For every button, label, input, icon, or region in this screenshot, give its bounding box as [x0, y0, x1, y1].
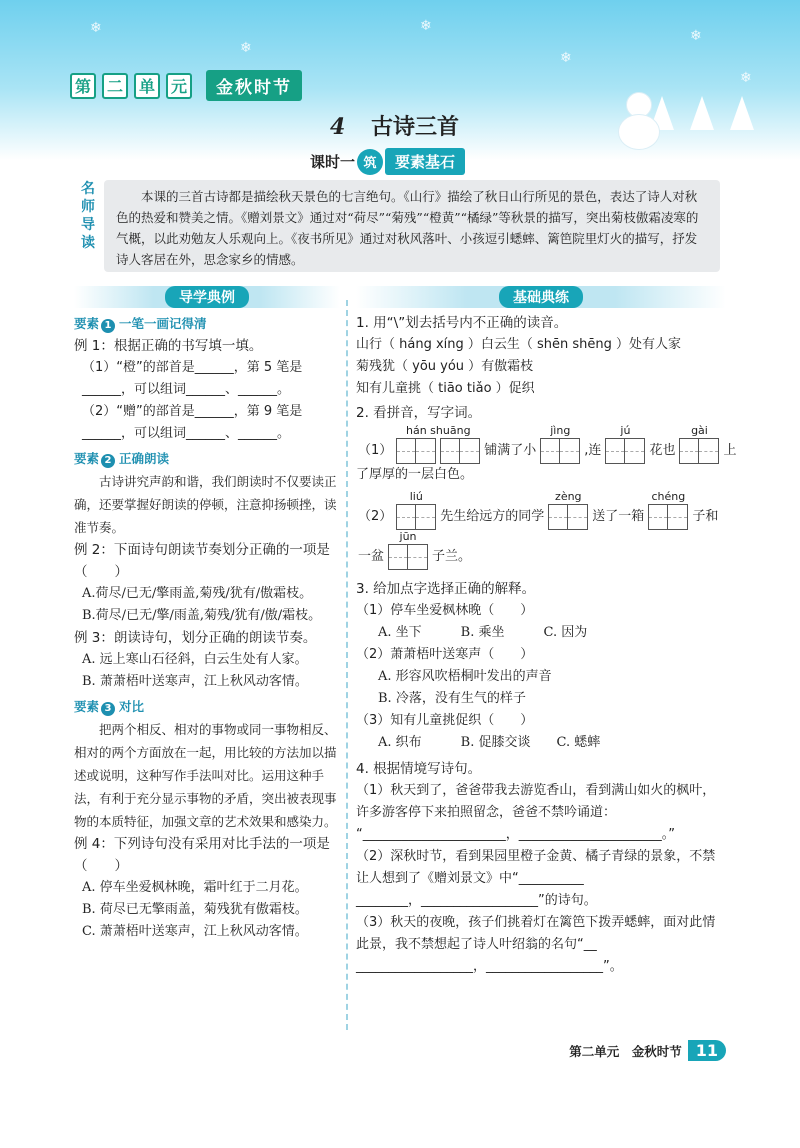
snowflake-icon: ❄ — [740, 70, 752, 86]
option-b: B.荷尽/已无/擎/雨盖,菊残/犹有/傲/霜枝。 — [82, 608, 322, 623]
requirement-heading — [74, 448, 340, 470]
question-line: 菊残犹（ yōu yóu ）有傲霜枝 — [356, 359, 534, 374]
writing-box-group[interactable] — [648, 490, 688, 530]
sub-question: （1）秋天到了，爸爸带我去游览香山，看到满山如火的枫叶，许多游客停下来拍照留念，爸爸不禁吟诵道： — [356, 783, 716, 820]
snowflake-icon: ❄ — [90, 20, 102, 36]
writing-text: 子兰。 — [432, 549, 472, 564]
example-title: 例 4：下列诗句没有采用对比手法的一项是（ ） — [74, 836, 330, 874]
explanation-paragraph: 把两个相反、相对的事物或同一事物相反、相对的两个方面放在一起，用比较的方法加以描述或说明，这种写作手法叫对比。运用这种手法，有利于充分显示事物的矛盾，突出被表现事物的本质特征，加强文章的艺术效果和感染力。 — [74, 722, 337, 829]
writing-row — [356, 490, 726, 530]
option-c: C. 萧萧梧叶送寒声，江上秋风动客情。 — [82, 924, 308, 939]
req-title: 对比 — [119, 699, 145, 714]
intro-label-char: 名 — [81, 181, 95, 197]
intro-label — [74, 180, 102, 252]
req-title: 正确朗读 — [119, 451, 170, 466]
writing-text: 花也 — [649, 443, 676, 458]
tree-icon — [730, 96, 754, 130]
writing-row — [356, 424, 737, 464]
sub-question: （2）深秋时节，看到果园里橙子金黄、橘子青绿的景象，不禁让人想到了《赠刘景文》中“__________ — [356, 849, 716, 886]
lesson-title — [330, 110, 459, 141]
session-title: 要素基石 — [385, 148, 465, 175]
req-prefix: 要素 — [74, 451, 100, 466]
req-number: 3 — [101, 702, 115, 716]
unit-char: 元 — [166, 73, 192, 99]
example-title: 例 1：根据正确的书写填一填。 — [74, 338, 263, 354]
option-b: B. 荷尽已无擎雨盖，菊残犹有傲霜枝。 — [82, 902, 308, 917]
writing-box-group[interactable] — [396, 490, 436, 530]
pinyin: gài — [691, 424, 708, 437]
answer-line[interactable]: “______________________，______________________。” — [356, 827, 675, 842]
left-column — [74, 310, 340, 943]
writing-continuation: 了厚厚的一层白色。 — [356, 467, 474, 482]
pinyin: jūn — [399, 530, 417, 543]
snowflake-icon: ❄ — [420, 18, 432, 34]
sub-label: （1） — [358, 443, 393, 458]
snowflake-icon: ❄ — [690, 28, 702, 44]
question-line: 山行（ háng xíng ）白云生（ shēn shēng ）处有人家 — [356, 337, 682, 352]
answer-line[interactable]: ________，__________________”的诗句。 — [356, 893, 597, 908]
requirement-heading — [74, 696, 340, 718]
options: A. 坐下 B. 乘坐 C. 因为 — [378, 625, 588, 640]
question-title: 3. 给加点字选择正确的解释。 — [356, 581, 536, 597]
sub-question: （3）秋天的夜晚，孩子们挑着灯在篱笆下拨弄蟋蟀，面对此情此景，我不禁想起了诗人叶绍翁的名句“__ — [356, 915, 716, 952]
requirement-heading — [74, 313, 340, 335]
sub-question: （3）知有儿童挑促织（ ） — [356, 713, 534, 728]
unit-char: 二 — [102, 73, 128, 99]
column-divider — [346, 300, 348, 1030]
unit-theme: 金秋时节 — [206, 70, 302, 101]
writing-text: ,连 — [584, 443, 602, 458]
writing-text: 上 — [723, 443, 737, 458]
snowflake-icon: ❄ — [240, 40, 252, 56]
req-title: 一笔一画记得清 — [119, 316, 207, 331]
pinyin: hán shuāng — [406, 424, 471, 437]
writing-box-group[interactable] — [679, 424, 719, 464]
example-line: ______，可以组词______、______。 — [82, 382, 291, 397]
options: A. 织布 B. 促膝交谈 C. 蟋蟀 — [378, 735, 601, 750]
tree-icon — [690, 96, 714, 130]
writing-box-group[interactable] — [396, 424, 480, 464]
left-column-heading — [74, 286, 340, 308]
page-footer — [569, 1040, 726, 1061]
snowman-icon — [618, 92, 660, 150]
example-line: （1）“橙”的部首是______，第 5 笔是 — [82, 360, 303, 375]
writing-row — [356, 530, 726, 570]
writing-text: 送了一箱 — [592, 509, 645, 524]
intro-label-char: 导 — [81, 217, 95, 233]
session-prefix: 课时一 — [310, 153, 356, 171]
pinyin: zèng — [555, 490, 582, 503]
unit-badge — [70, 70, 302, 101]
intro-label-char: 读 — [81, 235, 95, 251]
example-line: （2）“赠”的部首是______，第 9 笔是 — [82, 404, 303, 419]
option-b: B. 冷落，没有生气的样子 — [378, 691, 526, 706]
writing-box-group[interactable] — [540, 424, 580, 464]
right-column — [356, 310, 737, 978]
writing-text: 先生给远方的同学 — [440, 509, 545, 524]
left-heading-text: 导学典例 — [165, 286, 249, 308]
session-header — [310, 148, 465, 175]
option-a: A. 停车坐爱枫林晚，霜叶红于二月花。 — [82, 880, 308, 895]
lesson-number: 4 — [330, 114, 346, 140]
writing-box-group[interactable] — [388, 530, 428, 570]
page-number: 11 — [688, 1040, 726, 1061]
intro-label-char: 师 — [81, 199, 95, 215]
option-a: A.荷尽/已无/擎雨盖,菊残/犹有/傲霜枝。 — [82, 586, 313, 601]
question-title: 1. 用“\”划去括号内不正确的读音。 — [356, 315, 568, 331]
example-title: 例 2：下面诗句朗读节奏划分正确的一项是（ ） — [74, 542, 330, 580]
explanation-paragraph: 古诗讲究声韵和谐，我们朗读时不仅要读正确，还要掌握好朗读的停顿，注意抑扬顿挫，读准节奏。 — [74, 474, 337, 535]
writing-box-group[interactable] — [548, 490, 588, 530]
question-line: 知有儿童挑（ tiāo tiǎo ）促织 — [356, 381, 535, 396]
intro-text: 本课的三首古诗都是描绘秋天景色的七言绝句。《山行》描绘了秋日山行所见的景色，表达了诗人对秋色的热爱和赞美之情。《赠刘景文》通过对“荷尽”“菊残”“橙黄”“橘绿”等秋景的描写，突出菊枝傲霜凌寒的气概，以此劝勉友人乐观向上。《夜书所见》通过对秋风落叶、小孩逗引蟋蟀、篱笆院里灯火的描写，抒发诗人客居在外，思念家乡的情感。 — [104, 180, 720, 272]
req-prefix: 要素 — [74, 699, 100, 714]
right-heading-text: 基础典练 — [499, 286, 583, 308]
right-column-heading — [356, 286, 726, 308]
footer-unit: 第二单元 金秋时节 — [569, 1043, 682, 1059]
req-number: 2 — [101, 454, 115, 468]
session-badge: 筑 — [357, 149, 383, 175]
option-a: A. 形容风吹梧桐叶发出的声音 — [378, 669, 552, 684]
answer-line[interactable]: __________________，__________________”。 — [356, 959, 623, 974]
writing-text: 一盆 — [358, 549, 385, 564]
question-title: 2. 看拼音，写字词。 — [356, 405, 482, 421]
unit-char: 第 — [70, 73, 96, 99]
writing-text: 子和 — [692, 509, 719, 524]
example-title: 例 3：朗读诗句，划分正确的朗读节奏。 — [74, 630, 317, 646]
sub-label: （2） — [358, 509, 393, 524]
writing-box-group[interactable] — [605, 424, 645, 464]
sub-question: （2）萧萧梧叶送寒声（ ） — [356, 647, 534, 662]
example-line: ______，可以组词______、______。 — [82, 426, 291, 441]
intro-section — [74, 180, 720, 272]
pinyin: jú — [620, 424, 631, 437]
unit-char: 单 — [134, 73, 160, 99]
pinyin: chéng — [651, 490, 686, 503]
pinyin: liú — [409, 490, 423, 503]
req-prefix: 要素 — [74, 316, 100, 331]
req-number: 1 — [101, 319, 115, 333]
snowflake-icon: ❄ — [560, 50, 572, 66]
writing-text: 铺满了小 — [484, 443, 537, 458]
lesson-title-text: 古诗三首 — [370, 114, 459, 140]
pinyin: jìng — [550, 424, 571, 437]
option-a: A. 远上寒山石径斜，白云生处有人家。 — [82, 652, 308, 667]
option-b: B. 萧萧梧叶送寒声，江上秋风动客情。 — [82, 674, 308, 689]
sub-question: （1）停车坐爱枫林晚（ ） — [356, 603, 534, 618]
question-title: 4. 根据情境写诗句。 — [356, 761, 482, 777]
